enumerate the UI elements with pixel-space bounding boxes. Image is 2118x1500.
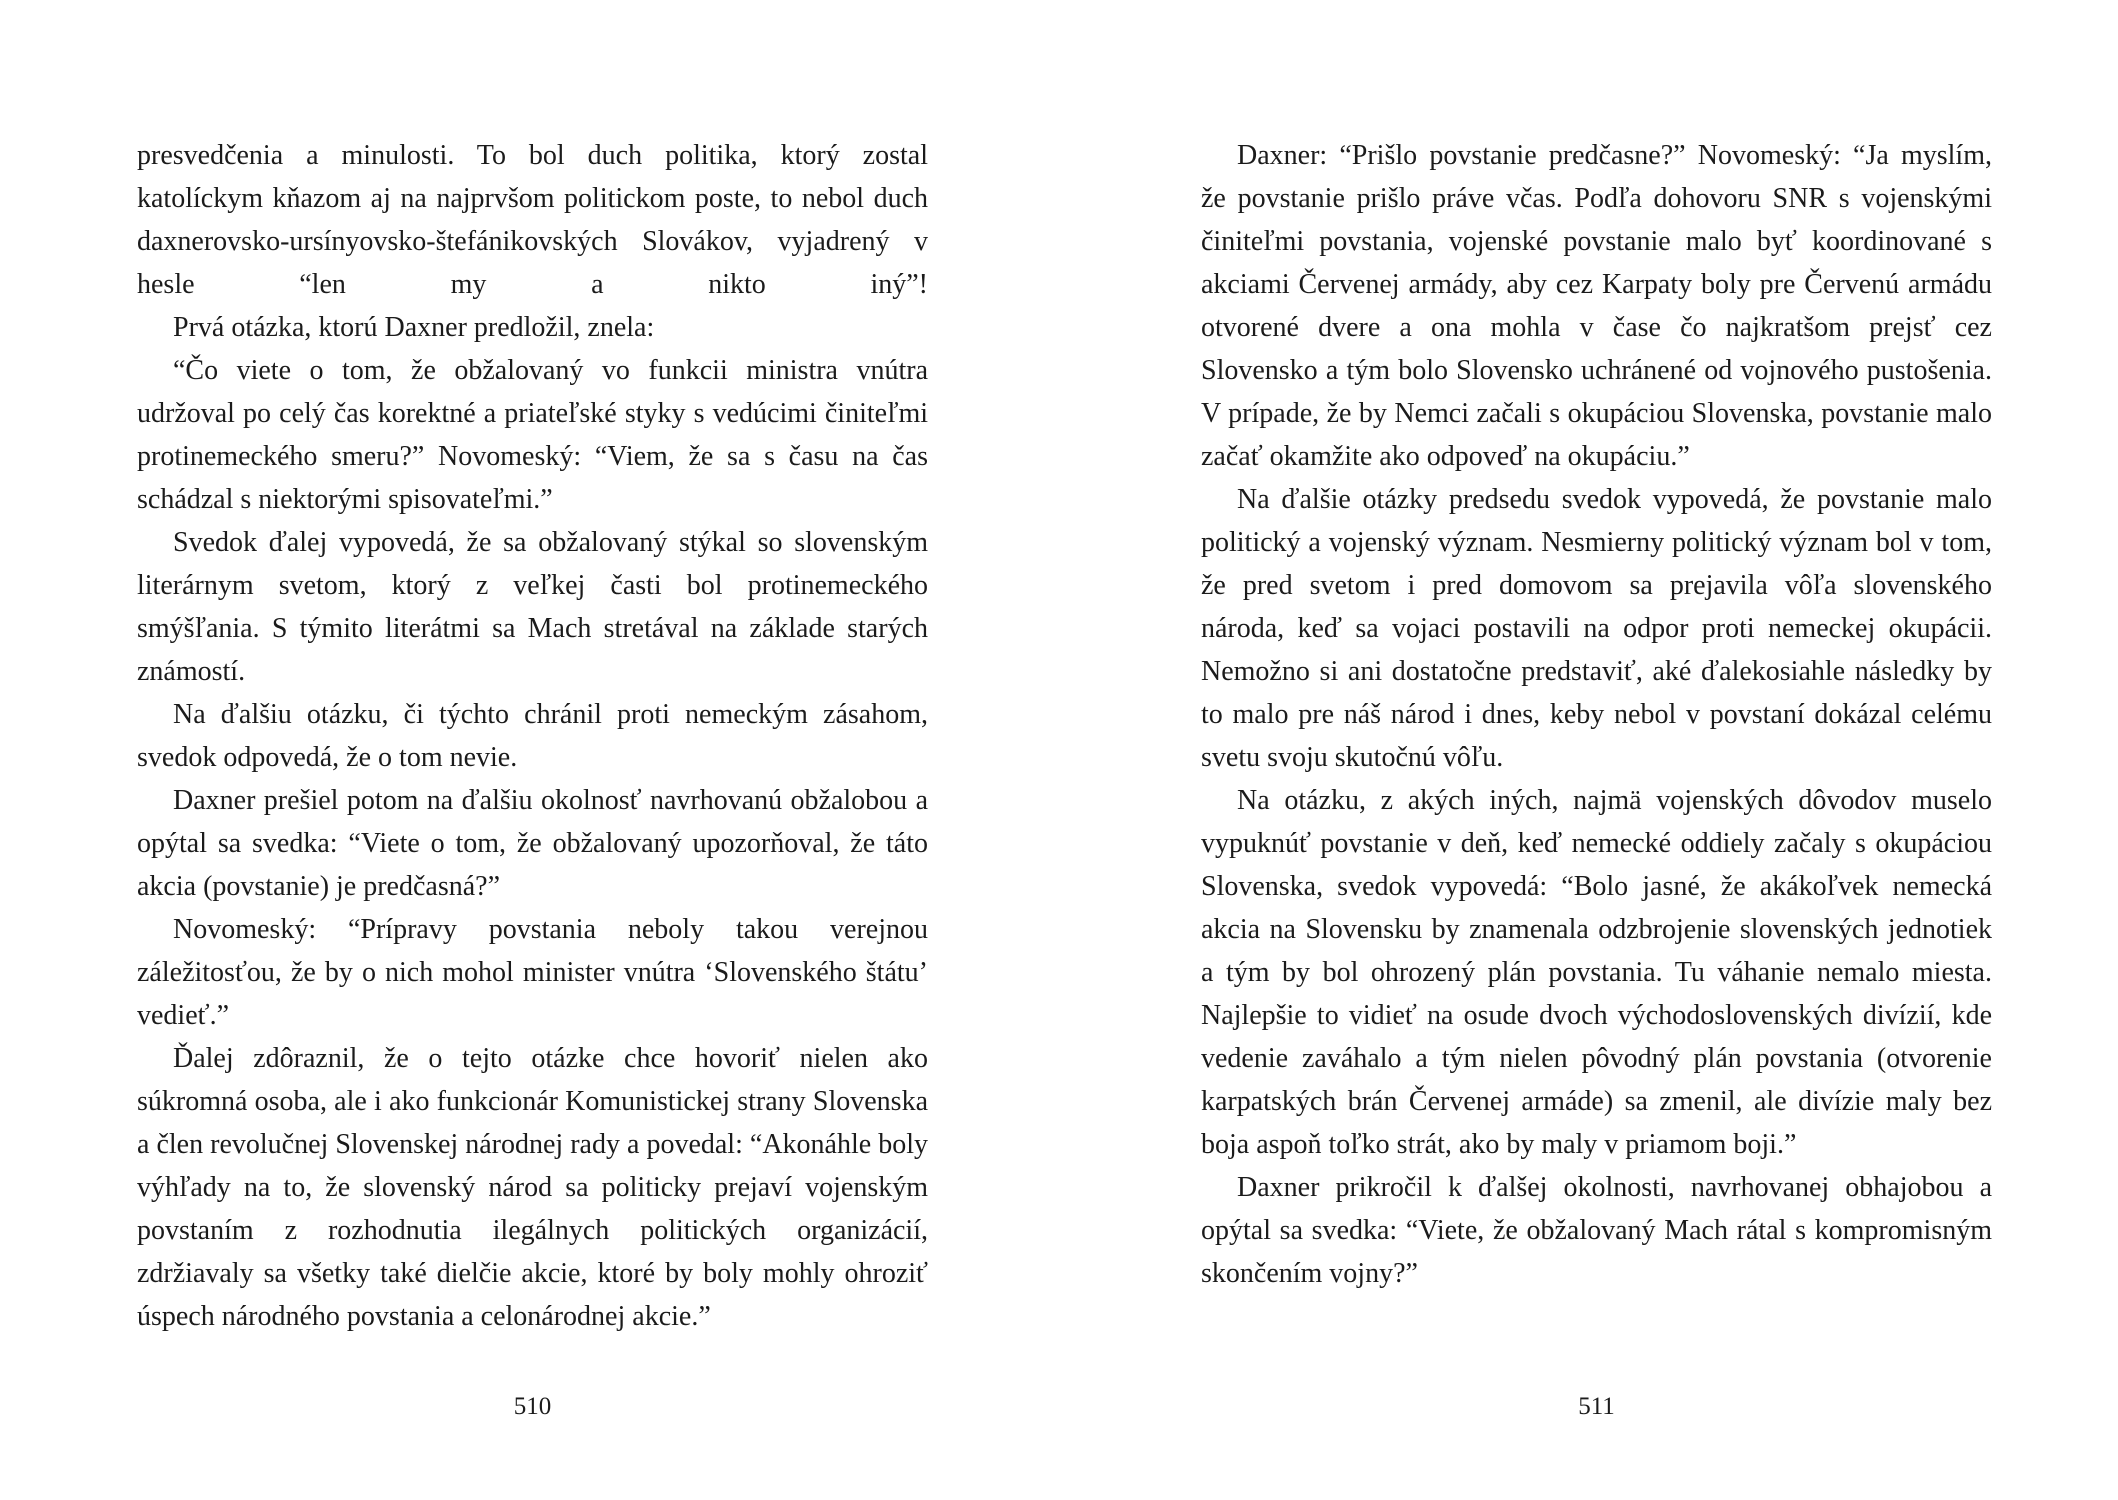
page-number: 511 <box>1578 1393 1615 1420</box>
paragraph: presvedčenia a minulosti. To bol duch politika, ktorý zostal katolíckym kňazom aj na najprvšom politickom poste, to nebol duch daxnerovsko-ursínyovsko-štefánikovských Slovákov, vyjadrený v hesle “len my a nikto iný”! <box>137 140 928 300</box>
paragraph: Na ďalšie otázky predsedu svedok vypovedá, že povstanie malo politický a vojenský význam. Nesmierny politický význam bol v tom, že pred svetom i pred domovom sa prejavila vôľa slovenského národa, keď sa vojaci postavili na odpor proti nemeckej okupácii. Nemožno si ani dostatočne predstaviť, aké ďalekosiahle následky by to malo pre náš národ i dnes, keby nebol v povstaní dokázal celému svetu svoju skutočnú vôľu. <box>1201 484 1992 773</box>
paragraph: Novomeský: “Prípravy povstania neboly takou verejnou záležitosťou, že by o nich mohol minister vnútra ‘Slovenského štátu’ vedieť.” <box>137 914 928 1031</box>
page-number: 510 <box>513 1393 552 1420</box>
left-page <box>137 134 928 1420</box>
paragraph: “Čo viete o tom, že obžalovaný vo funkcii ministra vnútra udržoval po celý čas korektné a priateľské styky s vedúcimi činiteľmi protinemeckého smeru?” Novomeský: “Viem, že sa s času na čas schádzal s niektorými spisovateľmi.” <box>137 355 928 515</box>
paragraph: Daxner prešiel potom na ďalšiu okolnosť navrhovanú obžalobou a opýtal sa svedka: “Viete o tom, že obžalovaný upozorňoval, že táto akcia (povstanie) je predčasná?” <box>137 785 928 902</box>
paragraph: Ďalej zdôraznil, že o tejto otázke chce hovoriť nielen ako súkromná osoba, ale i ako funkcionár Komunistickej strany Slovenska a člen revolučnej Slovenskej národnej rady a povedal: “Akonáhle boly výhľady na to, že slovenský národ sa politicky prejaví vojenským povstaním z rozhodnutia ilegálnych politických organizácií, zdržiavaly sa všetky také dielčie akcie, ktoré by boly mohly ohroziť úspech národného povstania a celonárodnej akcie.” <box>137 1043 928 1332</box>
paragraph: Daxner: “Prišlo povstanie predčasne?” Novomeský: “Ja myslím, že povstanie prišlo práve včas. Podľa dohovoru SNR s vojenskými činiteľmi povstania, vojenské povstanie malo byť koordinované s akciami Červenej armády, aby cez Karpaty boly pre Červenú armádu otvorené dvere a ona mohla v čase čo najkratšom prejsť cez Slovensko a tým bolo Slovensko uchránené od vojnového pustošenia. V prípade, že by Nemci začali s okupáciou Slovenska, povstanie malo začať okamžite ako odpoveď na okupáciu.” <box>1201 140 1992 472</box>
right-page-text <box>1201 134 1992 1295</box>
paragraph: Svedok ďalej vypovedá, že sa obžalovaný stýkal so slovenským literárnym svetom, ktorý z veľkej časti bol protinemeckého smýšľania. S týmito literátmi sa Mach stretával na základe starých známostí. <box>137 527 928 687</box>
paragraph: Na otázku, z akých iných, najmä vojenských dôvodov muselo vypuknúť povstanie v deň, keď nemecké oddiely začaly s okupáciou Slovenska, svedok vypovedá: “Bolo jasné, že akákoľvek nemecká akcia na Slovensku by znamenala odzbrojenie slovenských jednotiek a tým by bol ohrozený plán povstania. Tu váhanie nemalo miesta. Najlepšie to vidieť na osude dvoch východoslovenských divízií, kde vedenie zaváhalo a tým nielen pôvodný plán povstania (otvorenie karpatských brán Červenej armáde) sa zmenil, ale divízie maly bez boja aspoň toľko strát, ako by maly v priamom boji.” <box>1201 785 1992 1160</box>
right-page <box>1201 134 1992 1420</box>
paragraph: Daxner prikročil k ďalšej okolnosti, navrhovanej obhajobou a opýtal sa svedka: “Viete, že obžalovaný Mach rátal s kompromisným skončením vojny?” <box>1201 1172 1992 1289</box>
left-page-text <box>137 134 928 1338</box>
paragraph: Prvá otázka, ktorú Daxner predložil, znela: <box>173 312 655 343</box>
paragraph: Na ďalšiu otázku, či týchto chránil proti nemeckým zásahom, svedok odpovedá, že o tom nevie. <box>137 699 928 773</box>
